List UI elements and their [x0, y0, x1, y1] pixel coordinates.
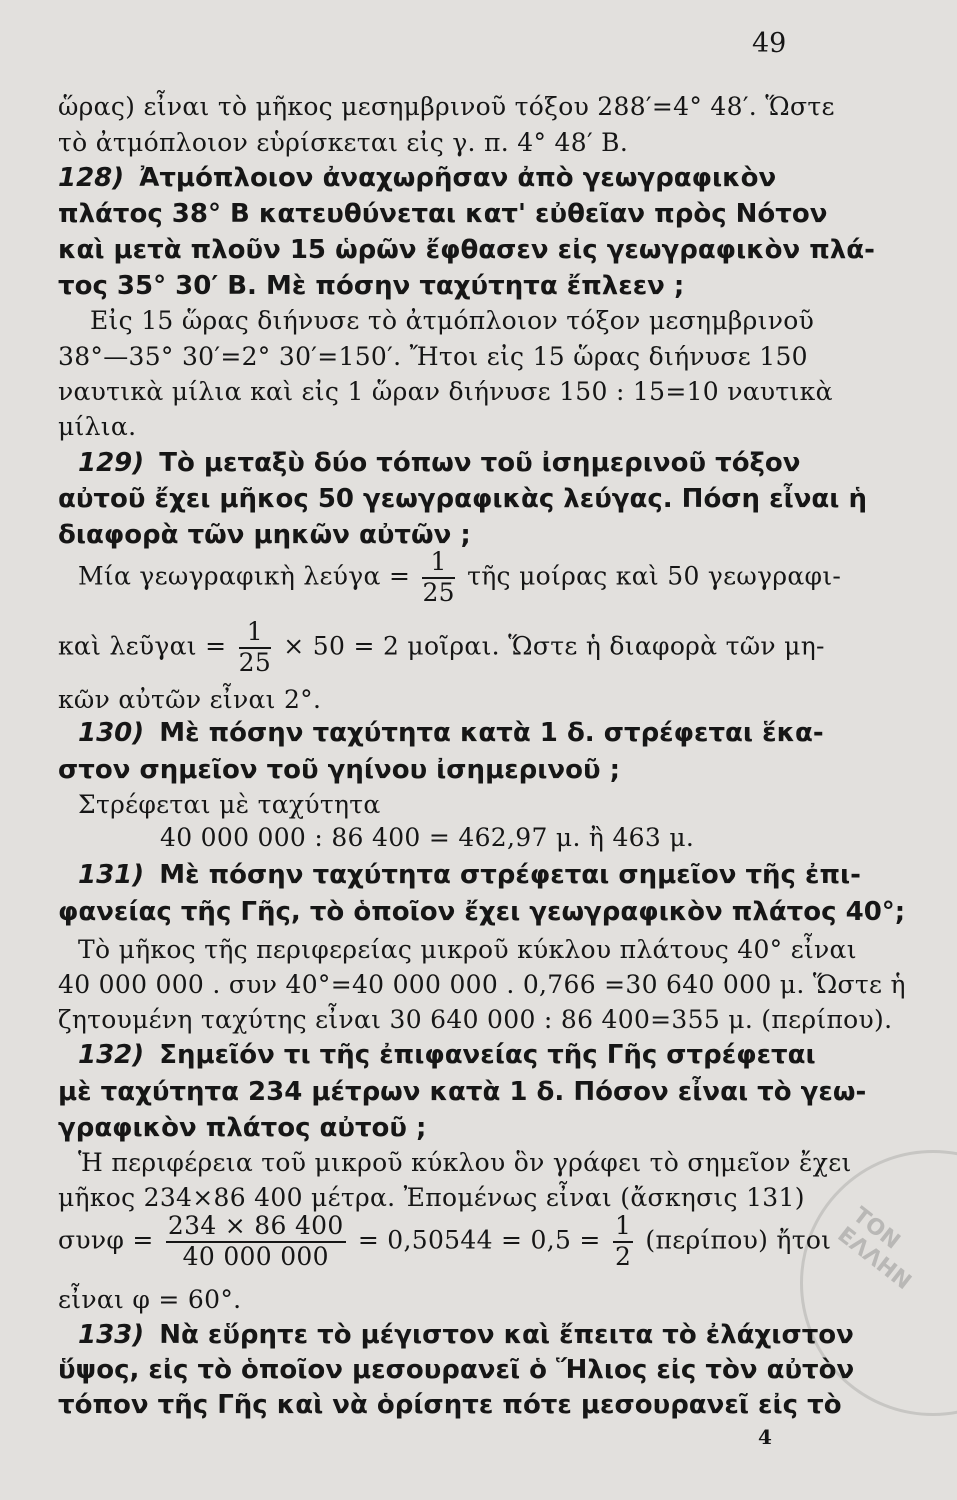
problem-line: διαφορὰ τῶν μηκῶν αὐτῶν ; [58, 520, 471, 550]
fraction-numerator: 234 × 86 400 [166, 1212, 346, 1243]
answer-line: Εἰς 15 ὥρας διήνυσε τὸ ἀτμόπλοιον τόξον μεσημβρινοῦ [90, 306, 815, 335]
fraction [613, 1212, 633, 1272]
signature-mark: 4 [758, 1425, 772, 1449]
equation-text: = 0,50544 = 0,5 = [357, 1225, 601, 1255]
problem-text: Μὲ πόσην ταχύτητα κατὰ 1 δ. στρέφεται ἕκα- [159, 718, 824, 748]
problem-text: Νὰ εὕρητε τὸ μέγιστον καὶ ἔπειτα τὸ ἐλάχιστον [159, 1320, 854, 1350]
problem-number: 132) [78, 1040, 145, 1070]
problem-131-line [78, 860, 861, 890]
problem-128-line [58, 163, 776, 193]
fraction-denominator: 40 000 000 [182, 1241, 329, 1271]
equation-line [58, 1212, 831, 1272]
fraction [239, 618, 271, 678]
fraction-numerator: 1 [422, 548, 454, 579]
problem-130-line [78, 718, 824, 748]
equation-text: συνφ = [58, 1225, 154, 1255]
answer-line: εἶναι φ = 60°. [58, 1285, 242, 1314]
answer-line: 40 000 000 : 86 400 = 462,97 μ. ἢ 463 μ. [160, 823, 695, 852]
problem-line: στον σημεῖον τοῦ γηίνου ἰσημερινοῦ ; [58, 755, 620, 785]
answer-line: Ἡ περιφέρεια τοῦ μικροῦ κύκλου ὃν γράφει τὸ σημεῖον ἔχει [78, 1148, 852, 1177]
problem-line: τόπον τῆς Γῆς καὶ νὰ ὁρίσητε πότε μεσουρανεῖ εἰς τὸ [58, 1390, 842, 1420]
problem-number: 133) [78, 1320, 145, 1350]
problem-133-line [78, 1320, 854, 1350]
problem-line: πλάτος 38° Β κατευθύνεται κατ' εὐθεῖαν πρὸς Νότον [58, 199, 828, 229]
answer-line: Τὸ μῆκος τῆς περιφερείας μικροῦ κύκλου πλάτους 40° εἶναι [78, 935, 857, 964]
answer-line: ζητουμένη ταχύτης εἶναι 30 640 000 : 86 400=355 μ. (περίπου). [58, 1005, 893, 1034]
equation-line [58, 618, 825, 678]
fraction-denominator: 25 [422, 577, 455, 607]
equation-text: × 50 = 2 μοῖραι. Ὥστε ἡ διαφορὰ τῶν μη- [283, 631, 825, 661]
problem-text: Ἀτμόπλοιον ἀναχωρῆσαν ἀπὸ γεωγραφικὸν [139, 163, 777, 193]
answer-line: Στρέφεται μὲ ταχύτητα [78, 790, 381, 819]
problem-number: 128) [58, 163, 125, 193]
equation-text: Μία γεωγραφικὴ λεύγα = [78, 561, 411, 591]
problem-line: καὶ μετὰ πλοῦν 15 ὡρῶν ἔφθασεν εἰς γεωγραφικὸν πλά- [58, 235, 875, 265]
equation-text: (περίπου) ἤτοι [645, 1225, 832, 1255]
answer-line: ναυτικὰ μίλια καὶ εἰς 1 ὥραν διήνυσε 150 : 15=10 ναυτικὰ [58, 377, 833, 406]
fraction-denominator: 25 [238, 647, 272, 677]
answer-line: μίλια. [58, 412, 137, 441]
problem-number: 130) [78, 718, 145, 748]
fraction [422, 548, 454, 608]
library-stamp-text: ΤΟΝ ΕΛΛΗΝ [832, 1202, 916, 1296]
equation-line [78, 548, 841, 608]
problem-text: Σημεῖόν τι τῆς ἐπιφανείας τῆς Γῆς στρέφεται [159, 1040, 816, 1070]
answer-line: μῆκος 234×86 400 μέτρα. Ἐπομένως εἶναι (ἄσκησις 131) [58, 1183, 805, 1212]
problem-line: φανείας τῆς Γῆς, τὸ ὁποῖον ἔχει γεωγραφικὸν πλάτος 40°; [58, 897, 906, 927]
equation-text: τῆς μοίρας καὶ 50 γεωγραφι- [467, 561, 842, 591]
answer-line: κῶν αὐτῶν εἶναι 2°. [58, 685, 322, 714]
answer-line: 38°—35° 30′=2° 30′=150′. Ἤτοι εἰς 15 ὥρας διήνυσε 150 [58, 342, 808, 371]
text-line: ὥρας) εἶναι τὸ μῆκος μεσημβρινοῦ τόξου 288′=4° 48′. Ὥστε [58, 92, 835, 121]
text-line: τὸ ἀτμόπλοιον εὑρίσκεται εἰς γ. π. 4° 48′ Β. [58, 128, 629, 157]
equation-text: καὶ λεῦγαι = [58, 631, 227, 661]
problem-line: ὕψος, εἰς τὸ ὁποῖον μεσουρανεῖ ὁ Ἥλιος εἰς τὸν αὐτὸν [58, 1355, 855, 1385]
answer-line: 40 000 000 . συν 40°=40 000 000 . 0,766 =30 640 000 μ. Ὥστε ἡ [58, 970, 906, 999]
problem-line: αὐτοῦ ἔχει μῆκος 50 γεωγραφικὰς λεύγας. Πόση εἶναι ἡ [58, 484, 867, 514]
problem-line: μὲ ταχύτητα 234 μέτρων κατὰ 1 δ. Πόσον εἶναι τὸ γεω- [58, 1077, 867, 1107]
problem-number: 131) [78, 860, 145, 890]
problem-line: γραφικὸν πλάτος αὐτοῦ ; [58, 1113, 427, 1143]
fraction-numerator: 1 [613, 1212, 633, 1243]
problem-line: τος 35° 30′ Β. Μὲ πόσην ταχύτητα ἔπλεεν ; [58, 271, 685, 301]
problem-text: Τὸ μεταξὺ δύο τόπων τοῦ ἰσημερινοῦ τόξον [159, 448, 801, 478]
fraction-denominator: 2 [614, 1241, 632, 1271]
problem-132-line [78, 1040, 816, 1070]
problem-129-line [78, 448, 800, 478]
problem-number: 129) [78, 448, 145, 478]
fraction-numerator: 1 [239, 618, 271, 649]
problem-text: Μὲ πόσην ταχύτητα στρέφεται σημεῖον τῆς ἐπι- [159, 860, 861, 890]
page-number: 49 [752, 28, 787, 59]
fraction [166, 1212, 346, 1272]
